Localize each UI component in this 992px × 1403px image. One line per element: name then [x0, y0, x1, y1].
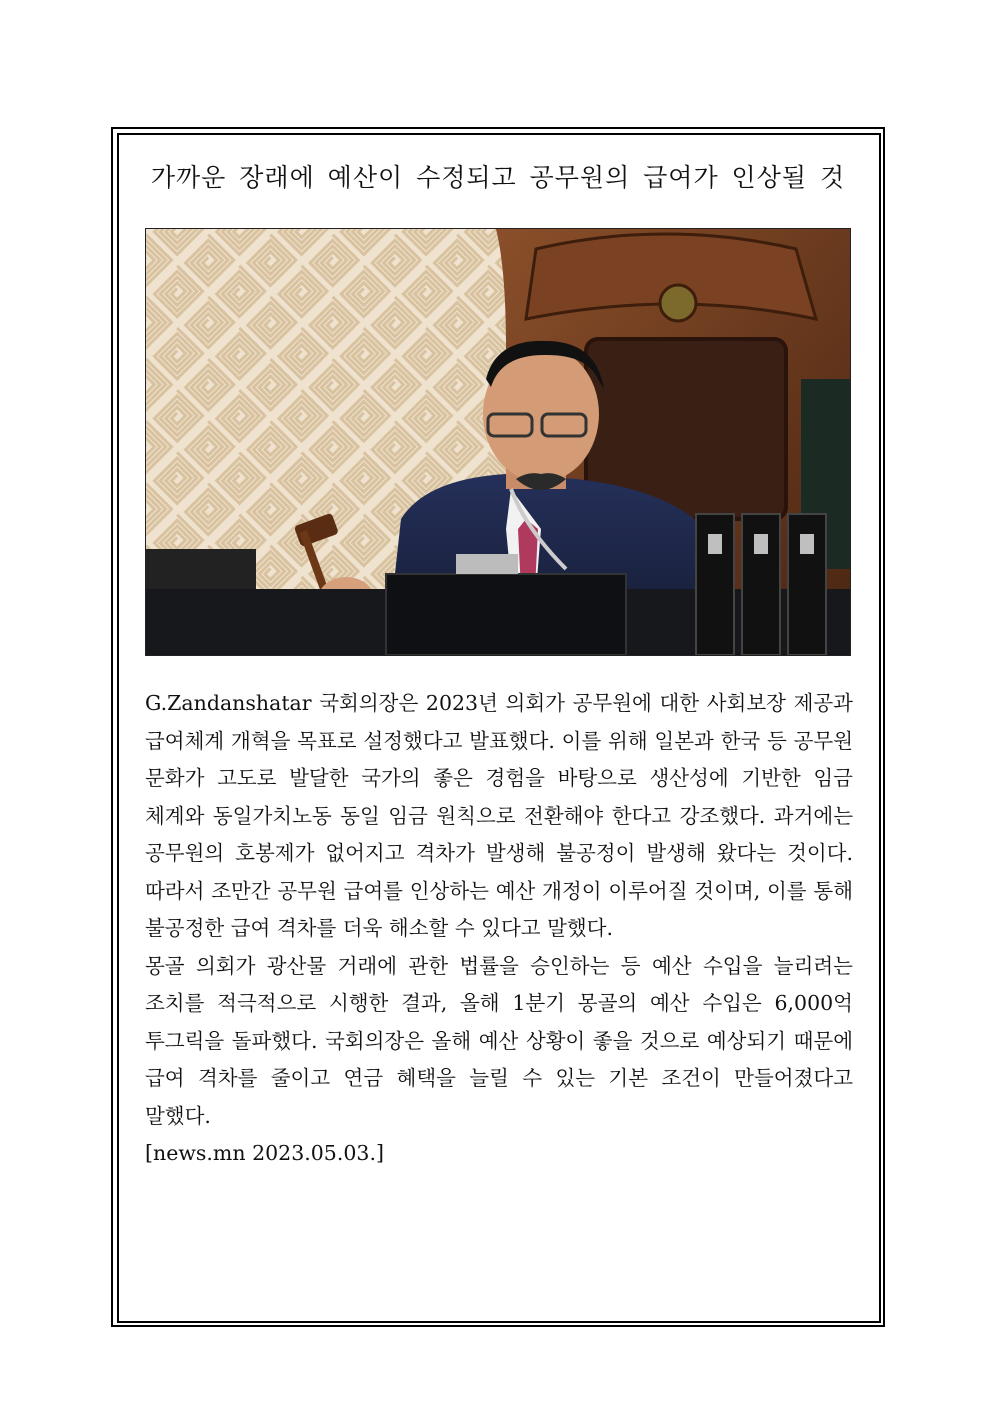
article-title: 가까운 장래에 예산이 수정되고 공무원의 급여가 인상될 것	[150, 163, 846, 192]
paragraph-2: 몽골 의회가 광산물 거래에 관한 법률을 승인하는 등 예산 수입을 늘리려는 조치를 적극적으로 시행한 결과, 올해 1분기 몽골의 예산 수입은 6,000억 투그릭을 돌파했다. 국회의장은 올해 예산 상황이 좋을 것으로 예상되기 때문에 급여 격차를 줄이고 연금 혜택을 늘릴 수 있는 기본 조건이 만들어졌다고 말했다.	[145, 953, 853, 1128]
paragraph-1: G.Zandanshatar 국회의장은 2023년 의회가 공무원에 대한 사회보장 제공과 급여체계 개혁을 목표로 설정했다고 발표했다. 이를 위해 일본과 한국 등 공무원 문화가 고도로 발달한 국가의 좋은 경험을 바탕으로 생산성에 기반한 임금 체계와 동일가치노동 동일 임금 원칙으로 전환해야 한다고 강조했다. 과거에는 공무원의 호봉제가 없어지고 격차가 발생해 불공정이 발생해 왔다는 것이다. 따라서 조만간 공무원 급여를 인상하는 예산 개정이 이루어질 것이며, 이를 통해 불공정한 급여 격차를 더욱 해소할 수 있다고 말했다.	[145, 691, 853, 940]
source-line: [news.mn 2023.05.03.]	[145, 1141, 384, 1165]
article-photo	[145, 228, 851, 656]
article-body	[145, 685, 853, 1173]
